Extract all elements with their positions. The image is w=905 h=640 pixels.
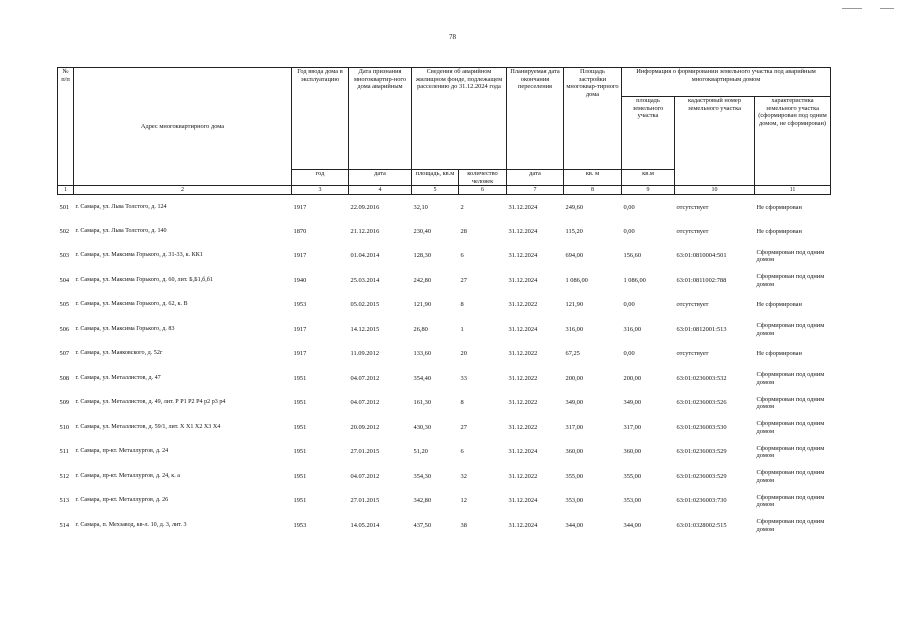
col-number: 2	[74, 186, 292, 195]
row-land-area: 355,00	[623, 472, 642, 480]
row-built-area: 360,00	[565, 448, 584, 456]
row-land-area: 156,60	[623, 252, 642, 260]
header-built-area: Площадь застройки многоквар-тирного дома	[564, 68, 622, 170]
row-land-status: Не сформирован	[756, 350, 802, 358]
header-characteristic: характеристика земельного участка (сформирован под одним домом, не сформирован)	[755, 97, 831, 186]
col-number: 10	[675, 186, 755, 195]
row-people: 8	[460, 399, 464, 407]
row-area: 161,30	[413, 399, 432, 407]
row-area: 133,60	[413, 350, 432, 358]
row-address: г. Самара, пр-кт. Металлургов, д. 24	[75, 448, 169, 455]
row-built-area: 317,00	[565, 423, 584, 431]
col-number: 6	[459, 186, 507, 195]
row-land-status: Сформирован под одним домом	[756, 371, 825, 386]
row-people: 20	[460, 350, 467, 358]
row-number: 506	[59, 325, 70, 333]
column-number-row	[58, 186, 831, 195]
row-date-recognition: 14.12.2015	[350, 325, 380, 333]
row-area: 242,80	[413, 276, 432, 284]
row-year: 1953	[293, 301, 307, 309]
row-date-recognition: 25.03.2014	[350, 276, 380, 284]
row-date-recognition: 20.09.2012	[350, 423, 380, 431]
unit-year: год	[292, 170, 349, 186]
table-row	[58, 317, 831, 342]
row-date-recognition: 22.09.2016	[350, 203, 380, 211]
row-year: 1951	[293, 472, 307, 480]
row-year: 1953	[293, 521, 307, 529]
row-planned-date: 31.12.2022	[508, 399, 538, 407]
row-land-area: 0,00	[623, 227, 635, 235]
row-date-recognition: 04.07.2012	[350, 374, 380, 382]
header-num: № п/п	[58, 68, 74, 186]
table-row	[58, 391, 831, 416]
row-cadastral: 63:01:0236003:526	[676, 399, 727, 407]
table-row	[58, 268, 831, 293]
scan-mark	[842, 8, 862, 9]
unit-land-sqm: кв.м	[622, 170, 675, 186]
row-planned-date: 31.12.2024	[508, 448, 538, 456]
row-number: 504	[59, 276, 70, 284]
row-land-status: Не сформирован	[756, 203, 802, 211]
table-body	[58, 195, 831, 538]
table-row	[58, 195, 831, 220]
row-date-recognition: 21.12.2016	[350, 227, 380, 235]
col-number: 7	[507, 186, 564, 195]
row-cadastral: 63:01:0812001:513	[676, 325, 727, 333]
header-address: Адрес многоквартирного дома	[74, 68, 292, 186]
row-address: г. Самара, пр-кт. Металлургов, д. 26	[75, 497, 169, 504]
row-cadastral: отсутствует	[676, 203, 709, 211]
row-people: 2	[460, 203, 464, 211]
row-cadastral: 63:01:0236003:529	[676, 448, 727, 456]
row-year: 1940	[293, 276, 307, 284]
row-date-recognition: 01.04.2014	[350, 252, 380, 260]
col-number: 9	[622, 186, 675, 195]
header-land-info: Информация о формировании земельного участка под аварийным многоквартирным домом	[622, 68, 831, 97]
unit-date: дата	[349, 170, 412, 186]
row-built-area: 316,00	[565, 325, 584, 333]
row-area: 342,80	[413, 497, 432, 505]
row-land-status: Сформирован под одним домом	[756, 444, 825, 460]
row-number: 503	[59, 252, 70, 260]
row-date-recognition: 04.07.2012	[350, 472, 380, 480]
table-row	[58, 219, 831, 244]
header-year: Год ввода дома в эксплуатацию	[292, 68, 349, 170]
emergency-housing-table	[57, 67, 831, 538]
row-planned-date: 31.12.2022	[508, 423, 538, 431]
row-area: 32,10	[413, 203, 428, 211]
row-year: 1917	[293, 350, 307, 358]
row-built-area: 249,60	[565, 203, 584, 211]
row-built-area: 67,25	[565, 350, 580, 358]
row-cadastral: 63:01:0328002:515	[676, 521, 727, 529]
row-people: 6	[460, 448, 464, 456]
row-year: 1951	[293, 423, 307, 431]
row-built-area: 115,20	[565, 227, 583, 235]
row-cadastral: 63:01:0811002:788	[676, 276, 727, 284]
row-cadastral: 63:01:0236003:730	[676, 497, 727, 505]
row-address: г. Самара, ул. Максима Горького, д. 31-33, к. КК1	[75, 252, 203, 259]
row-date-recognition: 27.01.2015	[350, 497, 380, 505]
row-land-status: Сформирован под одним домом	[756, 273, 825, 288]
row-land-status: Сформирован под одним домом	[756, 395, 825, 411]
row-planned-date: 31.12.2024	[508, 497, 538, 505]
row-built-area: 344,00	[565, 521, 584, 529]
row-planned-date: 31.12.2024	[508, 325, 538, 333]
row-year: 1917	[293, 203, 307, 211]
row-land-status: Сформирован под одним домом	[756, 248, 825, 264]
row-built-area: 353,00	[565, 497, 584, 505]
row-address: г. Самара, ул. Максима Горького, д. 62, к. В	[75, 301, 188, 308]
row-land-area: 200,00	[623, 374, 642, 382]
table-row	[58, 244, 831, 269]
row-land-status: Сформирован под одним домом	[756, 322, 825, 337]
row-date-recognition: 05.02.2015	[350, 301, 380, 309]
row-year: 1917	[293, 325, 307, 333]
row-number: 511	[59, 448, 69, 456]
header-date-recognition: Дата признания многоквартир-ного дома аварийным	[349, 68, 412, 170]
row-planned-date: 31.12.2024	[508, 276, 538, 284]
row-people: 12	[460, 497, 467, 505]
row-people: 1	[460, 325, 464, 333]
row-land-area: 316,00	[623, 325, 642, 333]
row-year: 1951	[293, 374, 307, 382]
row-people: 6	[460, 252, 464, 260]
row-number: 509	[59, 399, 70, 407]
col-number: 11	[755, 186, 831, 195]
row-cadastral: 63:01:0236003:530	[676, 423, 727, 431]
row-number: 508	[59, 374, 70, 382]
row-address: г. Самара, ул. Максима Горького, д. 60, лит. Б,Б1,б,б1	[75, 276, 213, 283]
unit-area: площадь, кв.м	[412, 170, 459, 186]
row-area: 128,30	[413, 252, 432, 260]
row-land-status: Не сформирован	[756, 301, 802, 309]
row-land-status: Не сформирован	[756, 227, 802, 235]
row-address: г. Самара, ул. Металлистов, д. 59/1, лит. Х Х1 Х2 Х3 Х4	[75, 423, 221, 430]
row-area: 354,40	[413, 374, 432, 382]
row-planned-date: 31.12.2022	[508, 374, 538, 382]
row-people: 38	[460, 521, 467, 529]
row-number: 501	[59, 203, 70, 211]
col-number: 5	[412, 186, 459, 195]
row-number: 514	[59, 521, 70, 529]
row-cadastral: 63:01:0810004:501	[676, 252, 727, 260]
table-row	[58, 489, 831, 514]
row-address: г. Самара, ул. Металлистов, д. 49, лит. Р Р1 Р2 Р4 р2 р3 р4	[75, 399, 226, 406]
row-land-area: 349,00	[623, 399, 642, 407]
row-cadastral: отсутствует	[676, 227, 709, 235]
row-area: 354,30	[413, 472, 432, 480]
row-people: 32	[460, 472, 467, 480]
row-year: 1951	[293, 497, 307, 505]
col-number: 8	[564, 186, 622, 195]
row-built-area: 1 086,00	[565, 276, 588, 284]
row-cadastral: 63:01:0236003:529	[676, 472, 727, 480]
row-year: 1951	[293, 448, 307, 456]
row-land-status: Сформирован под одним домом	[756, 518, 825, 533]
row-land-area: 353,00	[623, 497, 642, 505]
table-row	[58, 464, 831, 489]
row-planned-date: 31.12.2024	[508, 227, 538, 235]
row-planned-date: 31.12.2024	[508, 203, 538, 211]
row-people: 27	[460, 423, 467, 431]
row-land-area: 360,00	[623, 448, 642, 456]
row-date-recognition: 04.07.2012	[350, 399, 380, 407]
row-planned-date: 31.12.2024	[508, 252, 538, 260]
table-row	[58, 513, 831, 538]
row-area: 26,80	[413, 325, 428, 333]
row-number: 510	[59, 423, 70, 431]
row-built-area: 694,00	[565, 252, 584, 260]
header-cadastral: кадастровый номер земельного участка	[675, 97, 755, 186]
table-row	[58, 415, 831, 440]
table-row	[58, 440, 831, 465]
row-planned-date: 31.12.2022	[508, 350, 538, 358]
row-year: 1917	[293, 252, 307, 260]
scan-mark	[880, 8, 894, 9]
row-area: 430,30	[413, 423, 432, 431]
row-number: 512	[59, 472, 70, 480]
row-area: 230,40	[413, 227, 432, 235]
row-land-status: Сформирован под одним домом	[756, 469, 825, 484]
page-number: 78	[449, 33, 456, 41]
row-area: 121,90	[413, 301, 432, 309]
row-land-status: Сформирован под одним домом	[756, 420, 825, 435]
row-address: г. Самара, ул. Маяковского, д. 52г	[75, 350, 163, 357]
row-number: 507	[59, 350, 70, 358]
col-number: 3	[292, 186, 349, 195]
table-row	[58, 293, 831, 318]
row-address: г. Самара, ул. Льва Толстого, д. 140	[75, 227, 167, 234]
row-number: 502	[59, 227, 70, 235]
table-row	[58, 342, 831, 367]
row-number: 505	[59, 301, 70, 309]
row-planned-date: 31.12.2024	[508, 521, 538, 529]
row-cadastral: отсутствует	[676, 301, 709, 309]
row-number: 513	[59, 497, 70, 505]
table-row	[58, 366, 831, 391]
row-address: г. Самара, ул. Льва Толстого, д. 124	[75, 203, 167, 210]
header-emergency-info: Сведения об аварийном жилищном фонде, подлежащем расселению до 31.12.2024 года	[412, 68, 507, 170]
unit-date-planned: дата	[507, 170, 564, 186]
row-land-area: 1 086,00	[623, 276, 646, 284]
row-built-area: 355,00	[565, 472, 584, 480]
row-people: 28	[460, 227, 467, 235]
row-land-status: Сформирован под одним домом	[756, 493, 825, 509]
row-built-area: 200,00	[565, 374, 584, 382]
header-planned-date: Планируемая дата окончания переселения	[507, 68, 564, 170]
row-address: г. Самара, п. Мехзавод, кв-л. 10, д. 3, лит. 3	[75, 521, 187, 528]
row-land-area: 0,00	[623, 203, 635, 211]
unit-built-sqm: кв. м	[564, 170, 622, 186]
row-built-area: 349,00	[565, 399, 584, 407]
row-cadastral: отсутствует	[676, 350, 709, 358]
row-address: г. Самара, пр-кт. Металлургов, д. 24, к. а	[75, 472, 180, 479]
row-area: 51,20	[413, 448, 428, 456]
col-number: 1	[58, 186, 74, 195]
row-planned-date: 31.12.2022	[508, 472, 538, 480]
row-people: 27	[460, 276, 467, 284]
header-land-area: площадь земельного участка	[622, 97, 675, 170]
row-cadastral: 63:01:0236003:532	[676, 374, 727, 382]
row-built-area: 121,90	[565, 301, 584, 309]
row-year: 1870	[293, 227, 307, 235]
row-date-recognition: 27.01.2015	[350, 448, 380, 456]
row-year: 1951	[293, 399, 307, 407]
row-land-area: 0,00	[623, 301, 635, 309]
col-number: 4	[349, 186, 412, 195]
row-date-recognition: 14.05.2014	[350, 521, 380, 529]
row-address: г. Самара, ул. Максима Горького, д. 83	[75, 325, 175, 332]
unit-people: количество человек	[459, 170, 507, 186]
row-land-area: 0,00	[623, 350, 635, 358]
row-land-area: 344,00	[623, 521, 642, 529]
row-people: 8	[460, 301, 464, 309]
row-address: г. Самара, ул. Металлистов, д. 47	[75, 374, 161, 381]
row-people: 33	[460, 374, 467, 382]
row-land-area: 317,00	[623, 423, 642, 431]
row-planned-date: 31.12.2022	[508, 301, 538, 309]
row-date-recognition: 11.09.2012	[350, 350, 380, 358]
row-area: 437,50	[413, 521, 432, 529]
